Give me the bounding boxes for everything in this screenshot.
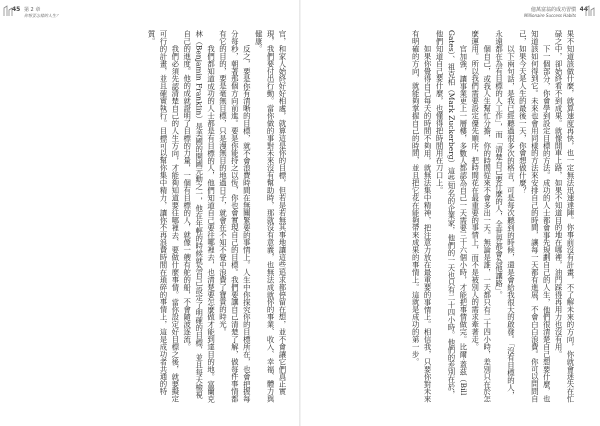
right-book-title: 億萬富翁的成功習慣 (531, 7, 577, 13)
paragraph: 以下兩句話，是我已經聽過很多次的格言，可是每次聽到的時候，還是會給我很大的啟發。「沒有目標的人，永遠都在為有目標的人工作」，而「清楚自己要什麼的人，全世界都會為他讓路」。 (494, 30, 516, 399)
right-page-number: 44 (579, 6, 588, 13)
right-page-body (314, 30, 576, 405)
paragraph: 官加強，讓事業更上一層樓，多數人都認為自己一天需要三十六個小時，才能把事情做完。比爾‧蓋茲（Bill Gates）、祖克柏（Mark Zuckerberg）這些知名的企業家，他們的一天也只有二十四小時。他們的差別在於，他們知道自己要什麼，也懂得把時間用在刀口上。 (435, 30, 468, 398)
paragraph: 個自己，或我人生幫忙分擔，你的時間從來不會多出一天。無論是誰，一天都只有二十四小時，差別只在於怎麼運用。所以我們需要設定優先順序，把時間花在最重要的事情上，而不是被別人的需求牽著走。 (470, 30, 492, 403)
paragraph: 我們必須先認清楚自己的人生方向，才能夠知道要往哪裡去、要做什麼事情。當你設定好目標之後，就要擬定可行的計畫，並且確實執行。目標可以幫你集中精力，讓你不再浪費時間在瑣碎的事情上，這是成功者共通的特質。 (147, 30, 180, 403)
paragraph: 反之，要是你有清晰的目標，就不會浪費時間在無關緊要的事情上。人生中你探究你的目標所在，也會把握每分每秒，朝著那個方向前進。要是你能持之以恆，你也會實現自己的目標。我們要讓自己清楚了解，做每件事情都有它的目的，要是毫無目標，只是漫無目的地過日子，就會在不知不覺中浪費了寶貴的時光。 (218, 30, 252, 403)
right-page (300, 0, 600, 426)
left-chapter-label: 第 2 章 (23, 7, 41, 13)
paragraph: 果不知道該做什麼，就算速度再快，也一定無法迅速達陣。你事前沒有計畫，不了解未來的方向，你就會迷失在忙碌之中，卻始終看不到成果。就像開車上路，如果不知道目的地在哪裡，油門踩得再用力也沒有用。 (554, 30, 575, 403)
corner-ornament-icon (584, 4, 598, 18)
paragraph: 下一個部分，你會學到設定目標的方法。成功的人士都會事先規劃自己的人生，他們很清楚自己想要什麼，也知道該如何得到它。未來也會用同樣的方法來安排自己的時間，讓每一天都有進展，不會白白浪費。你可以問問自己，如果今天是人生的最後一天，你會想做什麼？ (518, 30, 552, 403)
left-page-body (26, 30, 288, 405)
right-running-head (524, 7, 590, 18)
paragraph: 官，和家人始終好好相處，就算這是你的目標，但若是若無其事地讓這些追求都停留在想，並不會讓它們真正實現，我們要付出行動。當你做的事對未來沒有幫助時，那就沒有意義，也無法成就你的事業、收入、幸福、體力與健康。 (254, 30, 287, 403)
paragraph: 我們都知道成功的人士都是有目標的人，他們知道自己要往哪裡去，也清楚要怎麼做才能到達目的地。富蘭克林（Benjamin Franklin）是美國的開國元勳之一，他在年輕的時候就為自己設定了明確的目標，並且每天檢視自己的進度。他的成就證明了目標的力量，一個有目標的人，就像一艘有舵的船，不會隨波逐流。 (182, 30, 216, 403)
right-book-subtitle: Millionaire Success Habits (524, 13, 577, 18)
left-running-head (10, 7, 60, 18)
paragraph: 如果你覺得自己每天的時間不夠用，就無法集中精神，把注意力放在最重要的事情上。相信我，只要你對未來有明確的方向，就能夠掌握自己的時間，並且把它花在能夠帶來成果的事情上。這就是成功的第一步。 (411, 30, 433, 403)
left-chapter-subtitle: 你想要怎樣的人生？ (23, 13, 60, 18)
left-page-number: 45 (12, 6, 21, 13)
